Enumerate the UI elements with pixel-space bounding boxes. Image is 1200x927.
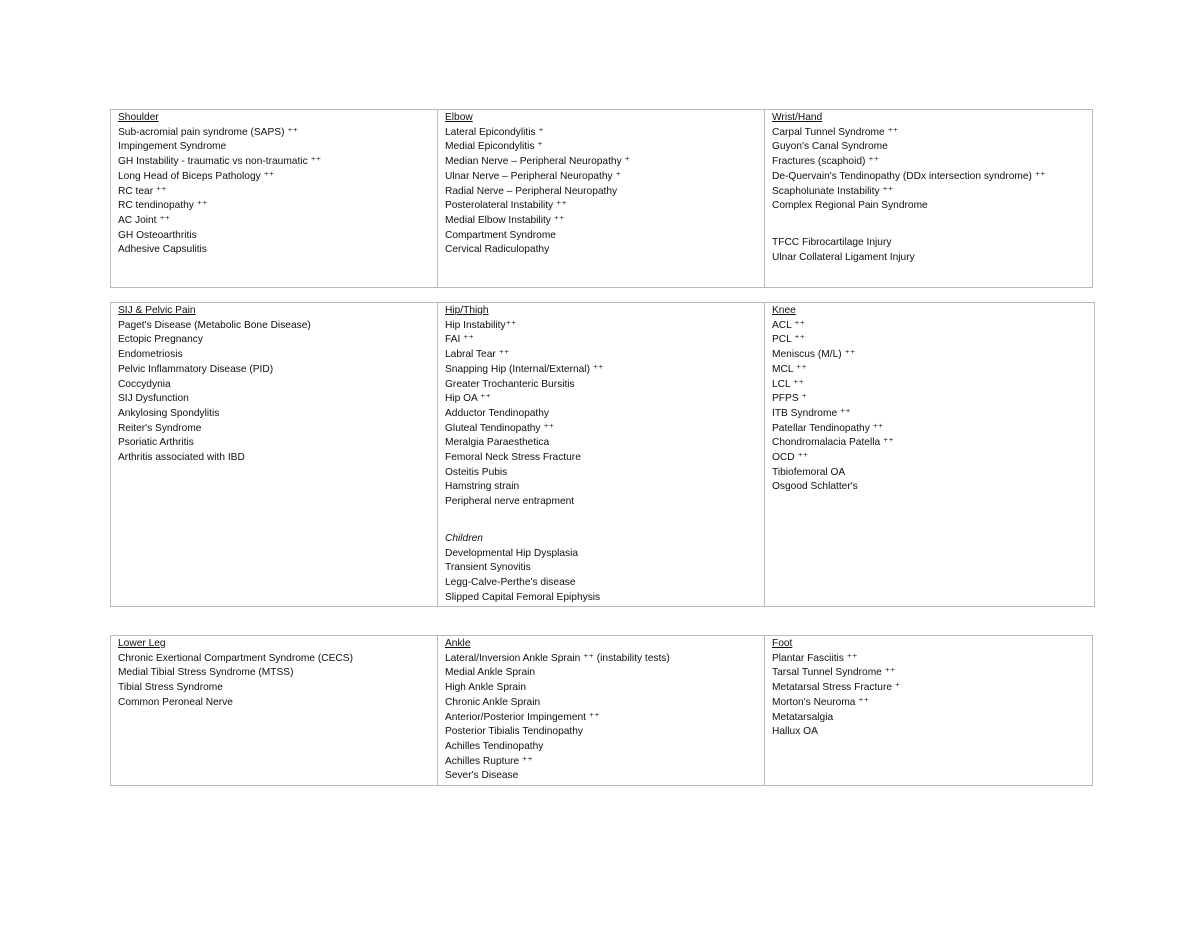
section-header-knee: Knee (772, 305, 796, 316)
list-item: Lateral Epicondylitis ⁺ (445, 126, 544, 138)
list-item: Meniscus (M/L) ⁺⁺ (772, 349, 856, 361)
list-item: Medial Tibial Stress Syndrome (MTSS) (118, 667, 294, 679)
list-item: MCL ⁺⁺ (772, 363, 807, 375)
list-item: Morton's Neuroma ⁺⁺ (772, 696, 870, 708)
list-item: Sub-acromial pain syndrome (SAPS) ⁺⁺ (118, 126, 299, 138)
list-item: Posterior Tibialis Tendinopathy (445, 726, 583, 738)
list-item: Peripheral nerve entrapment (445, 496, 575, 508)
list-item: Femoral Neck Stress Fracture (445, 452, 581, 464)
list-item: OCD ⁺⁺ (772, 452, 809, 464)
list-item: Anterior/Posterior Impingement ⁺⁺ (445, 711, 600, 723)
section-header-sij-pelvic: SIJ & Pelvic Pain (118, 305, 196, 316)
cell-knee (765, 303, 1095, 607)
list-item: Scapholunate Instability ⁺⁺ (772, 185, 894, 197)
list-item: Tibiofemoral OA (772, 466, 846, 478)
table-row (111, 303, 1095, 607)
list-item: Hamstring strain (445, 481, 520, 493)
cell-elbow (438, 110, 765, 288)
list-item: PCL ⁺⁺ (772, 334, 806, 346)
list-item: Tibial Stress Syndrome (118, 682, 223, 694)
list-item: Chondromalacia Patella ⁺⁺ (772, 437, 894, 449)
cell-sij-pelvic (111, 303, 438, 607)
list-item: Transient Synovitis (445, 562, 531, 574)
list-item: GH Osteoarthritis (118, 229, 197, 241)
list-item: Guyon's Canal Syndrome (772, 141, 888, 153)
section-header-hip-thigh: Hip/Thigh (445, 305, 489, 316)
list-item: RC tear ⁺⁺ (118, 185, 167, 197)
list-item: Hallux OA (772, 726, 818, 738)
list-item: Fractures (scaphoid) ⁺⁺ (772, 156, 880, 168)
subsection-header-children: Children (445, 532, 483, 544)
list-item: Arthritis associated with IBD (118, 452, 245, 464)
spacer (445, 510, 757, 532)
list-item: Patellar Tendinopathy ⁺⁺ (772, 422, 884, 434)
list-item: Snapping Hip (Internal/External) ⁺⁺ (445, 363, 604, 375)
list-item: Psoriatic Arthritis (118, 437, 194, 449)
list-item: FAI ⁺⁺ (445, 334, 474, 346)
list-item: Achilles Rupture ⁺⁺ (445, 755, 533, 767)
spacer (772, 214, 1085, 236)
cell-shoulder (111, 110, 438, 288)
list-item: ACL ⁺⁺ (772, 319, 806, 331)
list-item: Medial Elbow Instability ⁺⁺ (445, 214, 565, 226)
list-item: Metatarsal Stress Fracture ⁺ (772, 682, 901, 694)
list-item: Median Nerve – Peripheral Neuropathy ⁺ (445, 156, 630, 168)
list-item: Adhesive Capsulitis (118, 244, 207, 256)
table-row (111, 110, 1093, 288)
list-item: Coccydynia (118, 378, 171, 390)
list-item: PFPS ⁺ (772, 393, 807, 405)
cell-wrist-hand (765, 110, 1093, 288)
list-item: Ulnar Nerve – Peripheral Neuropathy ⁺ (445, 170, 621, 182)
list-item: Chronic Ankle Sprain (445, 696, 541, 708)
list-item: Tarsal Tunnel Syndrome ⁺⁺ (772, 667, 896, 679)
list-item: AC Joint ⁺⁺ (118, 214, 171, 226)
list-item: SIJ Dysfunction (118, 393, 189, 405)
list-item: Metatarsalgia (772, 711, 834, 723)
list-item: Impingement Syndrome (118, 141, 227, 153)
list-item: Slipped Capital Femoral Epiphysis (445, 591, 601, 603)
list-item: Achilles Tendinopathy (445, 740, 544, 752)
list-item: Chronic Exertional Compartment Syndrome (CECS) (118, 652, 353, 664)
table-pelvis-hip-knee (110, 302, 1095, 607)
section-header-lower-leg: Lower Leg (118, 638, 166, 649)
list-item: Sever's Disease (445, 770, 519, 782)
list-item: Long Head of Biceps Pathology ⁺⁺ (118, 170, 275, 182)
table-row (111, 636, 1093, 786)
list-item: Osgood Schlatter's (772, 481, 858, 493)
list-item: RC tendinopathy ⁺⁺ (118, 200, 208, 212)
cell-hip-thigh (438, 303, 765, 607)
list-item: Complex Regional Pain Syndrome (772, 200, 928, 212)
list-item: Legg-Calve-Perthe's disease (445, 576, 576, 588)
list-item: Hip OA ⁺⁺ (445, 393, 491, 405)
list-item: Paget's Disease (Metabolic Bone Disease) (118, 319, 311, 331)
list-item: De-Quervain's Tendinopathy (DDx intersection syndrome) ⁺⁺ (772, 170, 1046, 182)
list-item: Medial Ankle Sprain (445, 667, 536, 679)
section-header-ankle: Ankle (445, 638, 471, 649)
list-item: Radial Nerve – Peripheral Neuropathy (445, 185, 618, 197)
section-header-elbow: Elbow (445, 112, 473, 123)
cell-ankle (438, 636, 765, 786)
list-item: Meralgia Paraesthetica (445, 437, 550, 449)
list-item: Developmental Hip Dysplasia (445, 547, 579, 559)
list-item: Pelvic Inflammatory Disease (PID) (118, 363, 274, 375)
list-item: LCL ⁺⁺ (772, 378, 804, 390)
list-item: Carpal Tunnel Syndrome ⁺⁺ (772, 126, 899, 138)
list-item: Medial Epicondylitis ⁺ (445, 141, 543, 153)
list-item: Ankylosing Spondylitis (118, 407, 220, 419)
list-item: TFCC Fibrocartilage Injury (772, 236, 892, 248)
list-item: High Ankle Sprain (445, 682, 526, 694)
cell-lower-leg (111, 636, 438, 786)
section-header-wrist-hand: Wrist/Hand (772, 112, 823, 123)
list-item: ITB Syndrome ⁺⁺ (772, 407, 851, 419)
list-item: GH Instability - traumatic vs non-traumatic ⁺⁺ (118, 156, 322, 168)
list-item: Osteitis Pubis (445, 466, 508, 478)
list-item: Plantar Fasciitis ⁺⁺ (772, 652, 858, 664)
list-item: Compartment Syndrome (445, 229, 556, 241)
list-item: Gluteal Tendinopathy ⁺⁺ (445, 422, 555, 434)
list-item: Labral Tear ⁺⁺ (445, 349, 510, 361)
section-header-shoulder: Shoulder (118, 112, 159, 123)
list-item: Lateral/Inversion Ankle Sprain ⁺⁺ (instability tests) (445, 652, 670, 664)
list-item: Endometriosis (118, 349, 183, 361)
list-item: Ectopic Pregnancy (118, 334, 203, 346)
list-item: Adductor Tendinopathy (445, 407, 550, 419)
list-item: Posterolateral Instability ⁺⁺ (445, 200, 567, 212)
list-item: Ulnar Collateral Ligament Injury (772, 251, 915, 263)
table-upper-limb (110, 109, 1093, 288)
list-item: Greater Trochanteric Bursitis (445, 378, 575, 390)
list-item: Common Peroneal Nerve (118, 696, 233, 708)
section-header-foot: Foot (772, 638, 793, 649)
table-lower-limb (110, 635, 1093, 786)
list-item: Hip Instability⁺⁺ (445, 319, 517, 331)
cell-foot (765, 636, 1093, 786)
list-item: Reiter's Syndrome (118, 422, 202, 434)
list-item: Cervical Radiculopathy (445, 244, 550, 256)
